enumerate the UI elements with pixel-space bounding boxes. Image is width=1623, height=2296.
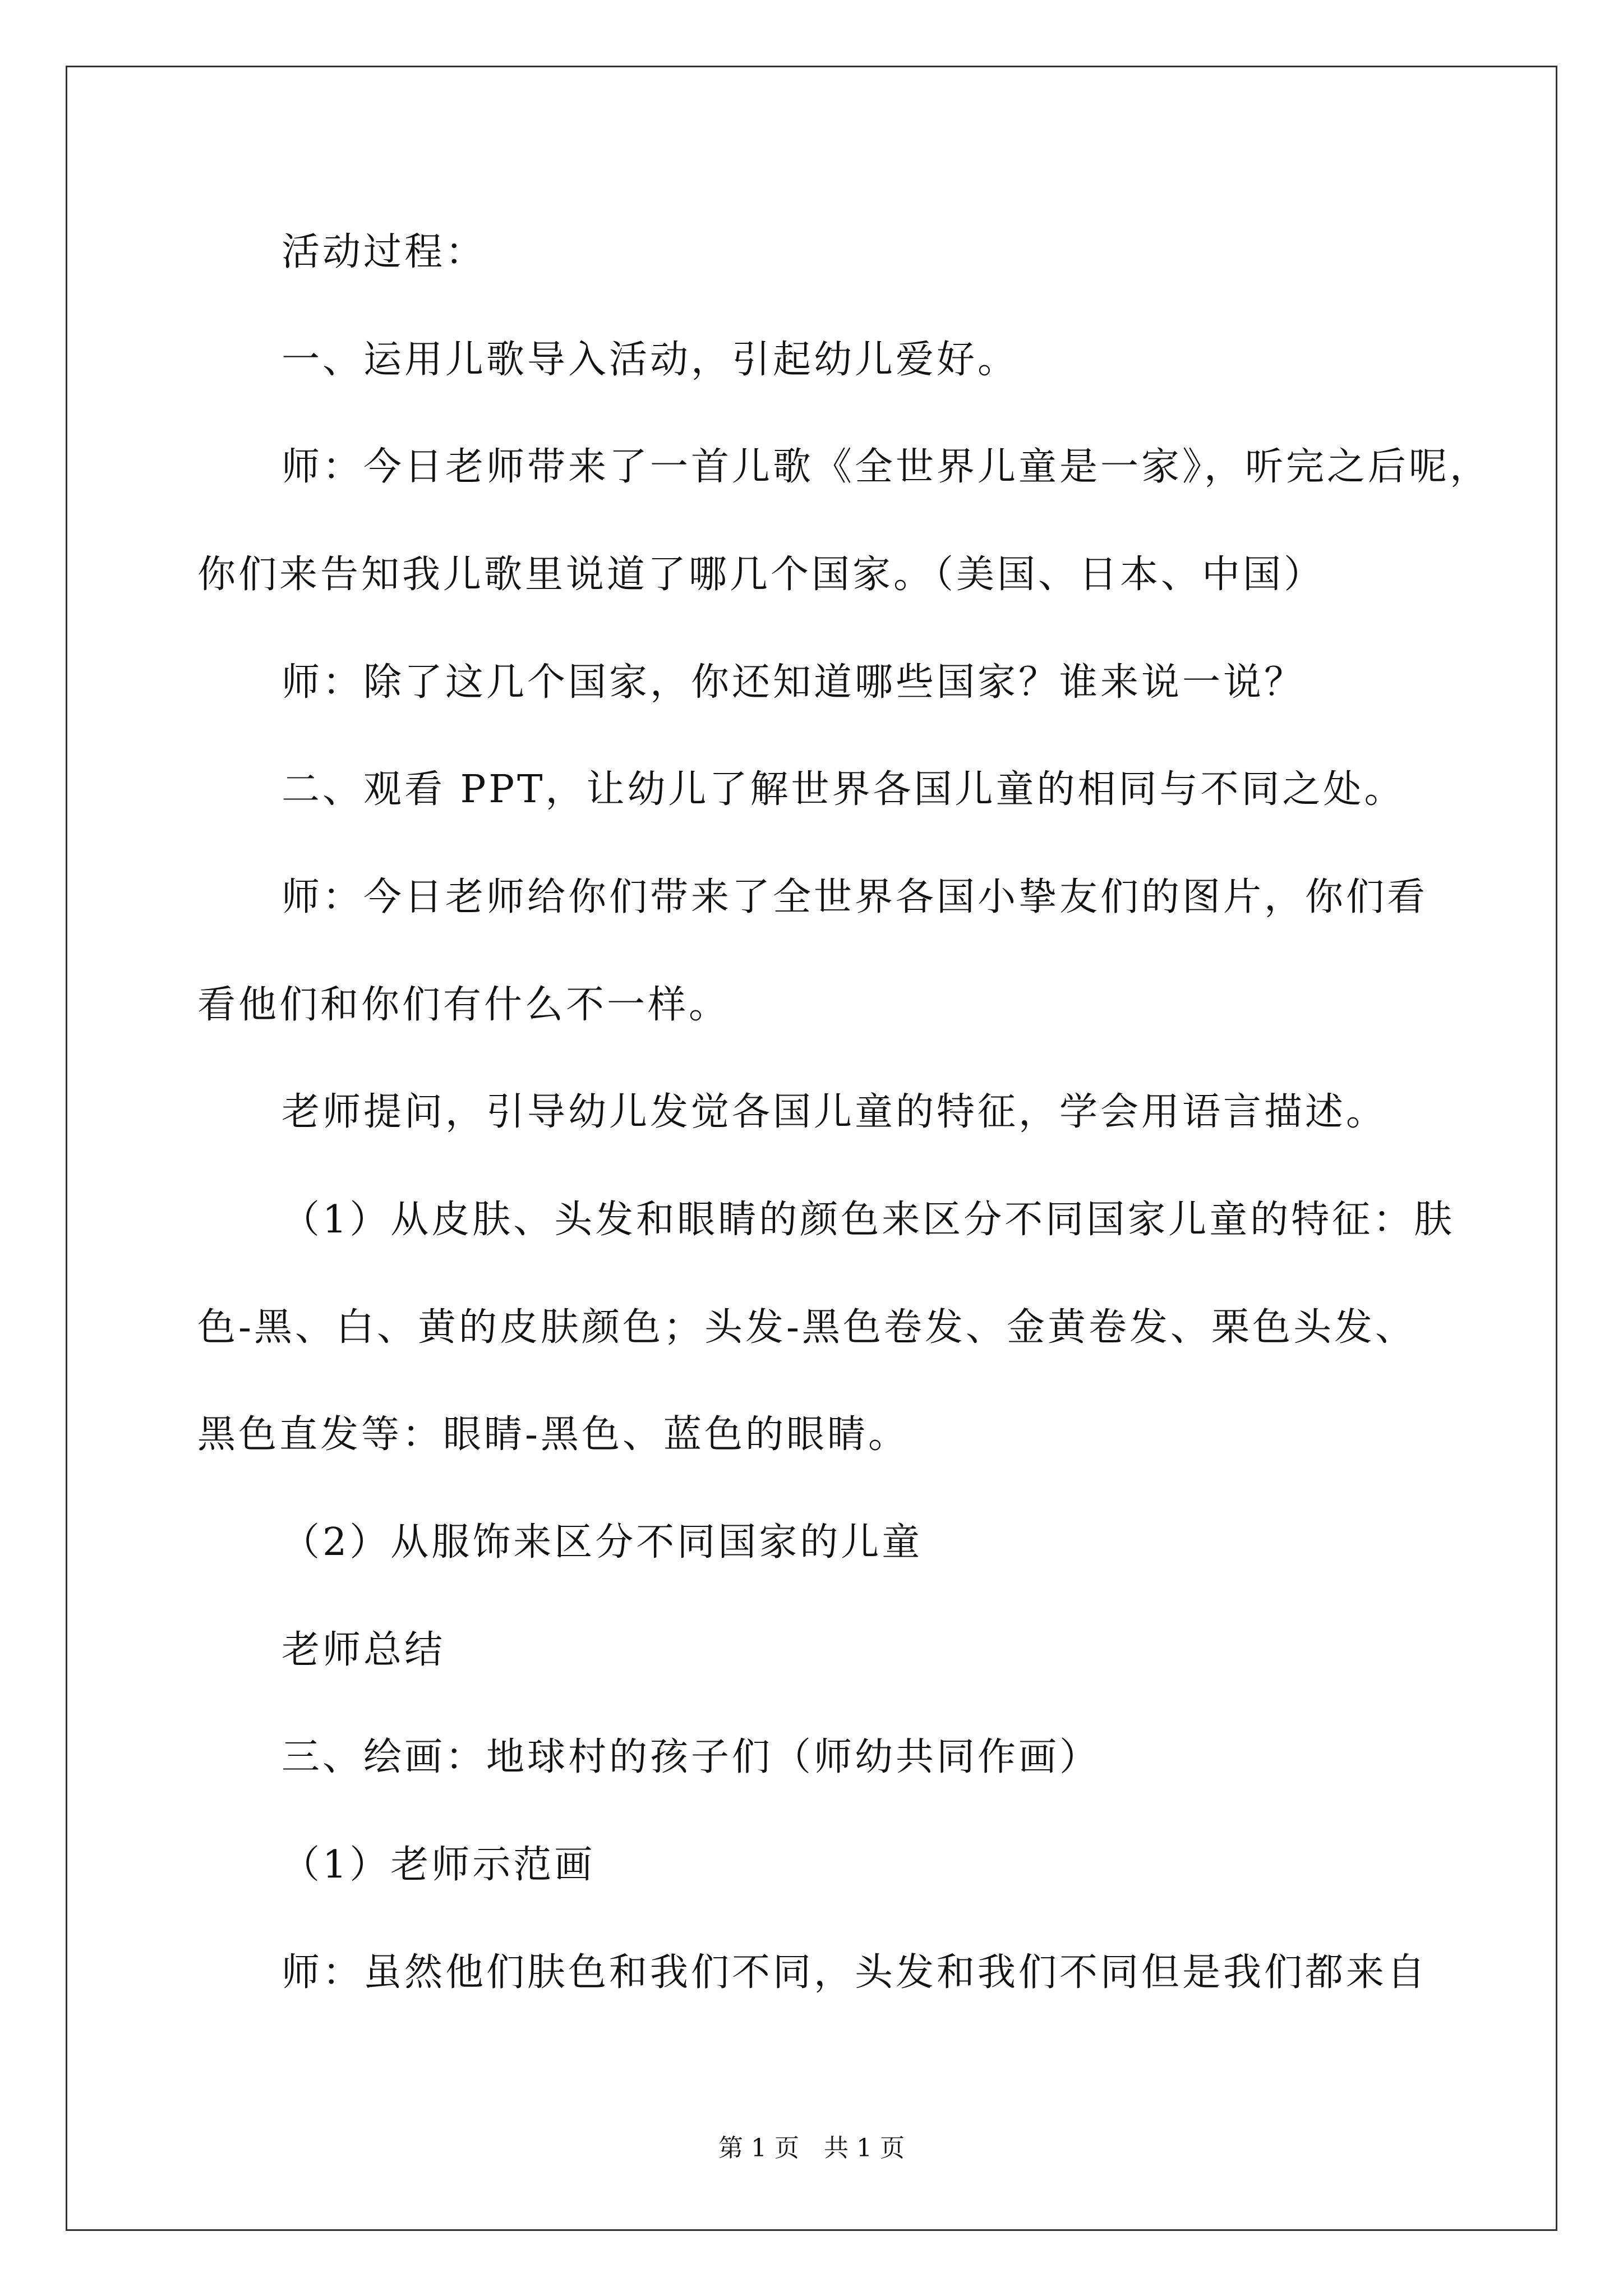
text-line: 你们来告知我儿歌里说道了哪几个国家。（美国、日本、中国） bbox=[197, 553, 1325, 597]
text-line: 黑色直发等：眼睛-黑色、蓝色的眼睛。 bbox=[197, 1412, 909, 1457]
text-line: 色-黑、白、黄的皮肤颜色；头发-黑色卷发、金黄卷发、栗色头发、 bbox=[197, 1305, 1416, 1350]
text-line: 老师总结 bbox=[282, 1628, 446, 1672]
text-line: （2）从服饰来区分不同国家的儿童 bbox=[282, 1520, 923, 1565]
text-line: 活动过程： bbox=[282, 230, 487, 274]
text-line: 三、绘画：地球村的孩子们（师幼共同作画） bbox=[282, 1735, 1101, 1779]
text-line: 师：今日老师带来了一首儿歌《全世界儿童是一家》，听完之后呢， bbox=[282, 445, 1491, 489]
text-line: 老师提问，引导幼儿发觉各国儿童的特征，学会用语言描述。 bbox=[282, 1090, 1387, 1134]
text-line: （1）从皮肤、头发和眼睛的颜色来区分不同国家儿童的特征：肤 bbox=[282, 1198, 1455, 1242]
text-line: 师：除了这几个国家，你还知道哪些国家？谁来说一说？ bbox=[282, 660, 1306, 705]
text-line: 看他们和你们有什么不一样。 bbox=[197, 983, 730, 1027]
text-line: 师：虽然他们肤色和我们不同，头发和我们不同但是我们都来自 bbox=[282, 1950, 1428, 1995]
text-line: 师：今日老师给你们带来了全世界各国小挚友们的图片，你们看 bbox=[282, 875, 1428, 919]
text-line: 一、运用儿歌导入活动，引起幼儿爱好。 bbox=[282, 338, 1019, 382]
page-border bbox=[66, 66, 1557, 2231]
text-line: （1）老师示范画 bbox=[282, 1843, 596, 1887]
page-footer: 第 1 页 共 1 页 bbox=[718, 2134, 905, 2162]
text-line: 二、观看 PPT，让幼儿了解世界各国儿童的相同与不同之处。 bbox=[282, 767, 1405, 812]
